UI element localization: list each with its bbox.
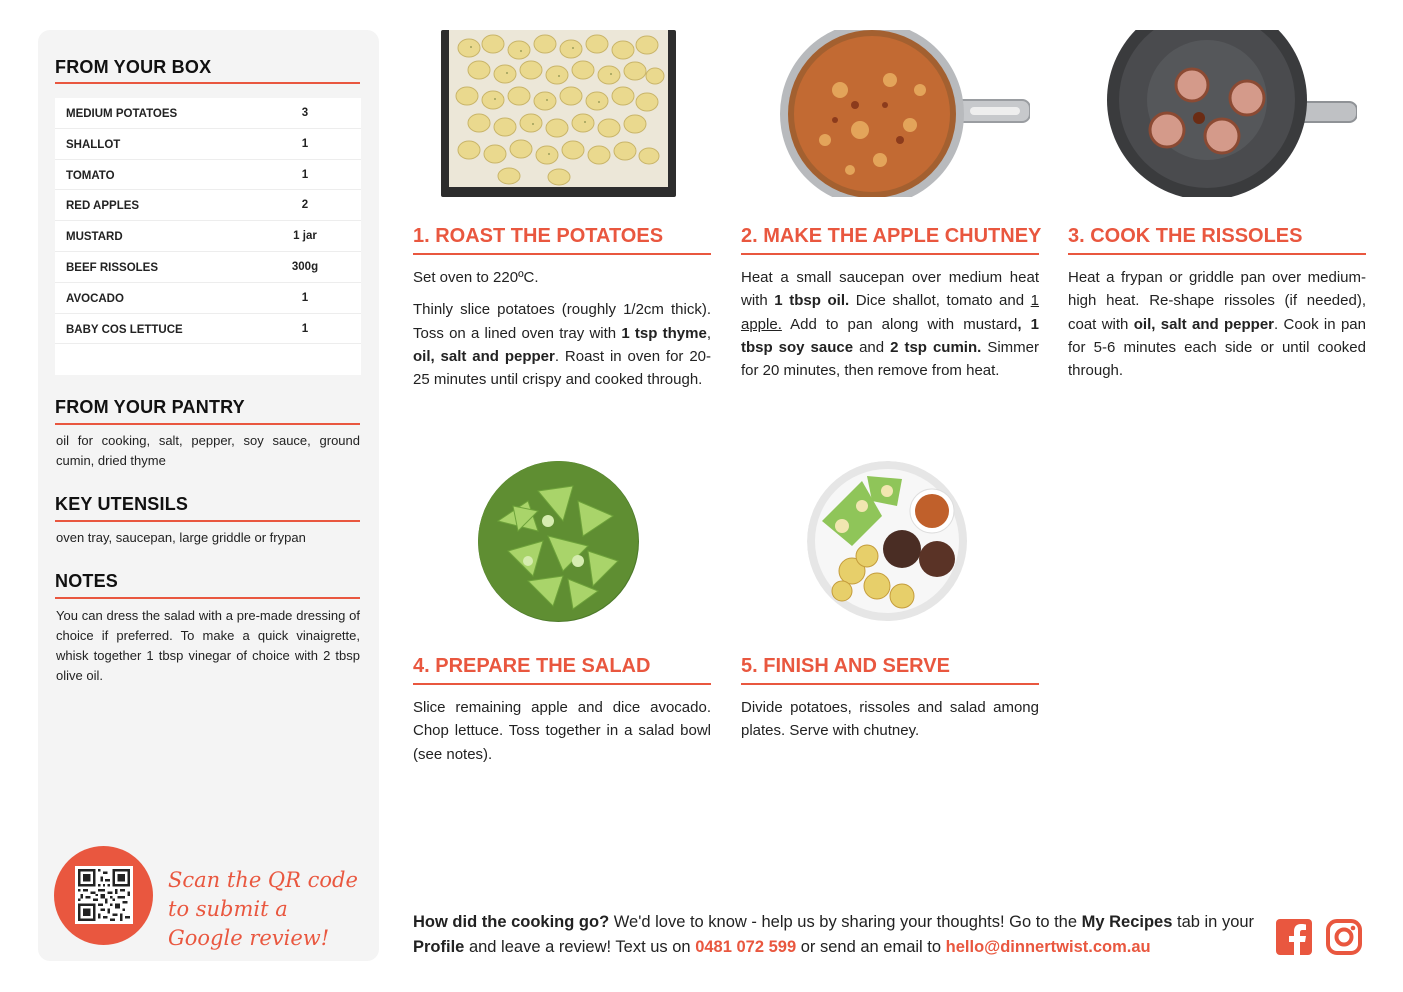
divider [413, 253, 711, 255]
pantry-heading: FROM YOUR PANTRY [55, 397, 245, 417]
step-2-body [741, 266, 1039, 391]
item-name: TOMATO [66, 169, 115, 182]
table-row [55, 129, 361, 160]
divider [1068, 253, 1366, 255]
table-row [55, 314, 361, 345]
divider [55, 520, 360, 522]
step-5-title: 5. FINISH AND SERVE [741, 655, 950, 677]
step-3-body [1068, 266, 1366, 391]
item-qty: 1 [301, 322, 309, 335]
from-box-heading: FROM YOUR BOX [55, 57, 212, 77]
step-2-paragraph: Heat a small saucepan over medium heat with 1 tbsp oil. Dice shallot, tomato and 1 apple. Add to pan along with mustard, 1 tbsp soy sauce and 2 tsp cumin. Simmer for 20 minutes, then remove from heat. [741, 269, 1039, 380]
step-5-paragraph: Divide potatoes, rissoles and salad among plates. Serve with chutney. [741, 699, 1039, 740]
rissoles-pan-photo [1107, 30, 1357, 197]
item-name: BEEF RISSOLES [66, 261, 159, 274]
baking-paper [449, 30, 668, 187]
item-name: AVOCADO [66, 292, 124, 305]
item-name: BABY COS LETTUCE [66, 323, 183, 336]
sidebar [38, 30, 379, 961]
item-qty: 2 [301, 199, 309, 212]
box-items-table [55, 98, 361, 375]
review-footer: How did the cooking go? We'd love to know - help us by sharing your thoughts! Go to the My Recipes tab in your Profile and leave a review! Text us on 0481 072 599 or send an email to hello@dinnertwist.com.au [413, 913, 1255, 956]
step-4-title: 4. PREPARE THE SALAD [413, 655, 651, 677]
table-row [55, 252, 361, 283]
footer-question: How did the cooking go? [413, 913, 610, 931]
step-2-title: 2. MAKE THE APPLE CHUTNEY [741, 225, 1042, 247]
apple-chutney-photo [780, 30, 1030, 197]
item-qty: 1 jar [293, 230, 317, 243]
item-name: RED APPLES [66, 200, 140, 213]
pantry-text: oil for cooking, salt, pepper, soy sauce, ground cumin, dried thyme [56, 433, 360, 468]
item-name: SHALLOT [66, 138, 121, 151]
divider [741, 683, 1039, 685]
item-qty: 300g [291, 260, 319, 273]
item-qty: 1 [301, 168, 309, 181]
divider [55, 423, 360, 425]
table-row [55, 160, 361, 191]
divider [741, 253, 1039, 255]
notes-text: You can dress the salad with a pre-made dressing of choice if preferred. To make a quick vinaigrette, whisk together 1 tbsp vinegar of choice with 2 tbsp olive oil. [56, 608, 360, 683]
item-qty: 1 [301, 291, 309, 304]
instagram-icon[interactable] [1325, 918, 1363, 956]
step-1-title: 1. ROAST THE POTATOES [413, 225, 664, 247]
profile-label: Profile [413, 938, 465, 956]
facebook-icon[interactable] [1275, 918, 1313, 956]
qr-code-icon[interactable] [75, 866, 133, 924]
table-row [55, 283, 361, 314]
notes-heading: NOTES [55, 571, 119, 591]
step-3-title: 3. COOK THE RISSOLES [1068, 225, 1303, 247]
item-qty: 3 [301, 107, 309, 119]
my-recipes-label: My Recipes [1081, 913, 1173, 931]
step-4-body [413, 696, 711, 775]
email-link[interactable]: hello@dinnertwist.com.au [945, 938, 1151, 956]
qr-review-note: Scan the QR code to submit a Google review! [168, 868, 358, 950]
finished-plate-photo [807, 461, 968, 622]
table-row [55, 190, 361, 221]
potato-slices [449, 30, 668, 187]
divider [55, 82, 360, 84]
step-1-paragraph: Set oven to 220ºC. [413, 269, 539, 286]
step-3-paragraph: Heat a frypan or griddle pan over medium-high heat. Re-shape rissoles (if needed), coat with oil, salt and pepper. Cook in pan for 5-6 minutes each side or until cooked through. [1068, 269, 1366, 380]
table-row [55, 98, 361, 129]
item-qty: 1 [301, 137, 309, 150]
qr-badge[interactable] [54, 846, 153, 945]
utensils-heading: KEY UTENSILS [55, 494, 189, 514]
item-name: MEDIUM POTATOES [66, 108, 178, 120]
utensils-text: oven tray, saucepan, large griddle or frypan [56, 530, 306, 545]
phone-link[interactable]: 0481 072 599 [695, 938, 797, 956]
step-1-body [413, 266, 711, 400]
roast-potatoes-photo [441, 30, 676, 197]
step-1-paragraph: Thinly slice potatoes (roughly 1/2cm thick). Toss on a lined oven tray with 1 tsp thyme, oil, salt and pepper. Roast in oven for 20-25 minutes until crispy and cooked through. [413, 301, 711, 389]
step-4-paragraph: Slice remaining apple and dice avocado. Chop lettuce. Toss together in a salad bowl (see notes). [413, 699, 711, 763]
divider [413, 683, 711, 685]
item-name: MUSTARD [66, 231, 123, 244]
salad-bowl-photo [478, 461, 639, 622]
step-5-body [741, 696, 1039, 752]
divider [55, 597, 360, 599]
table-row [55, 221, 361, 252]
